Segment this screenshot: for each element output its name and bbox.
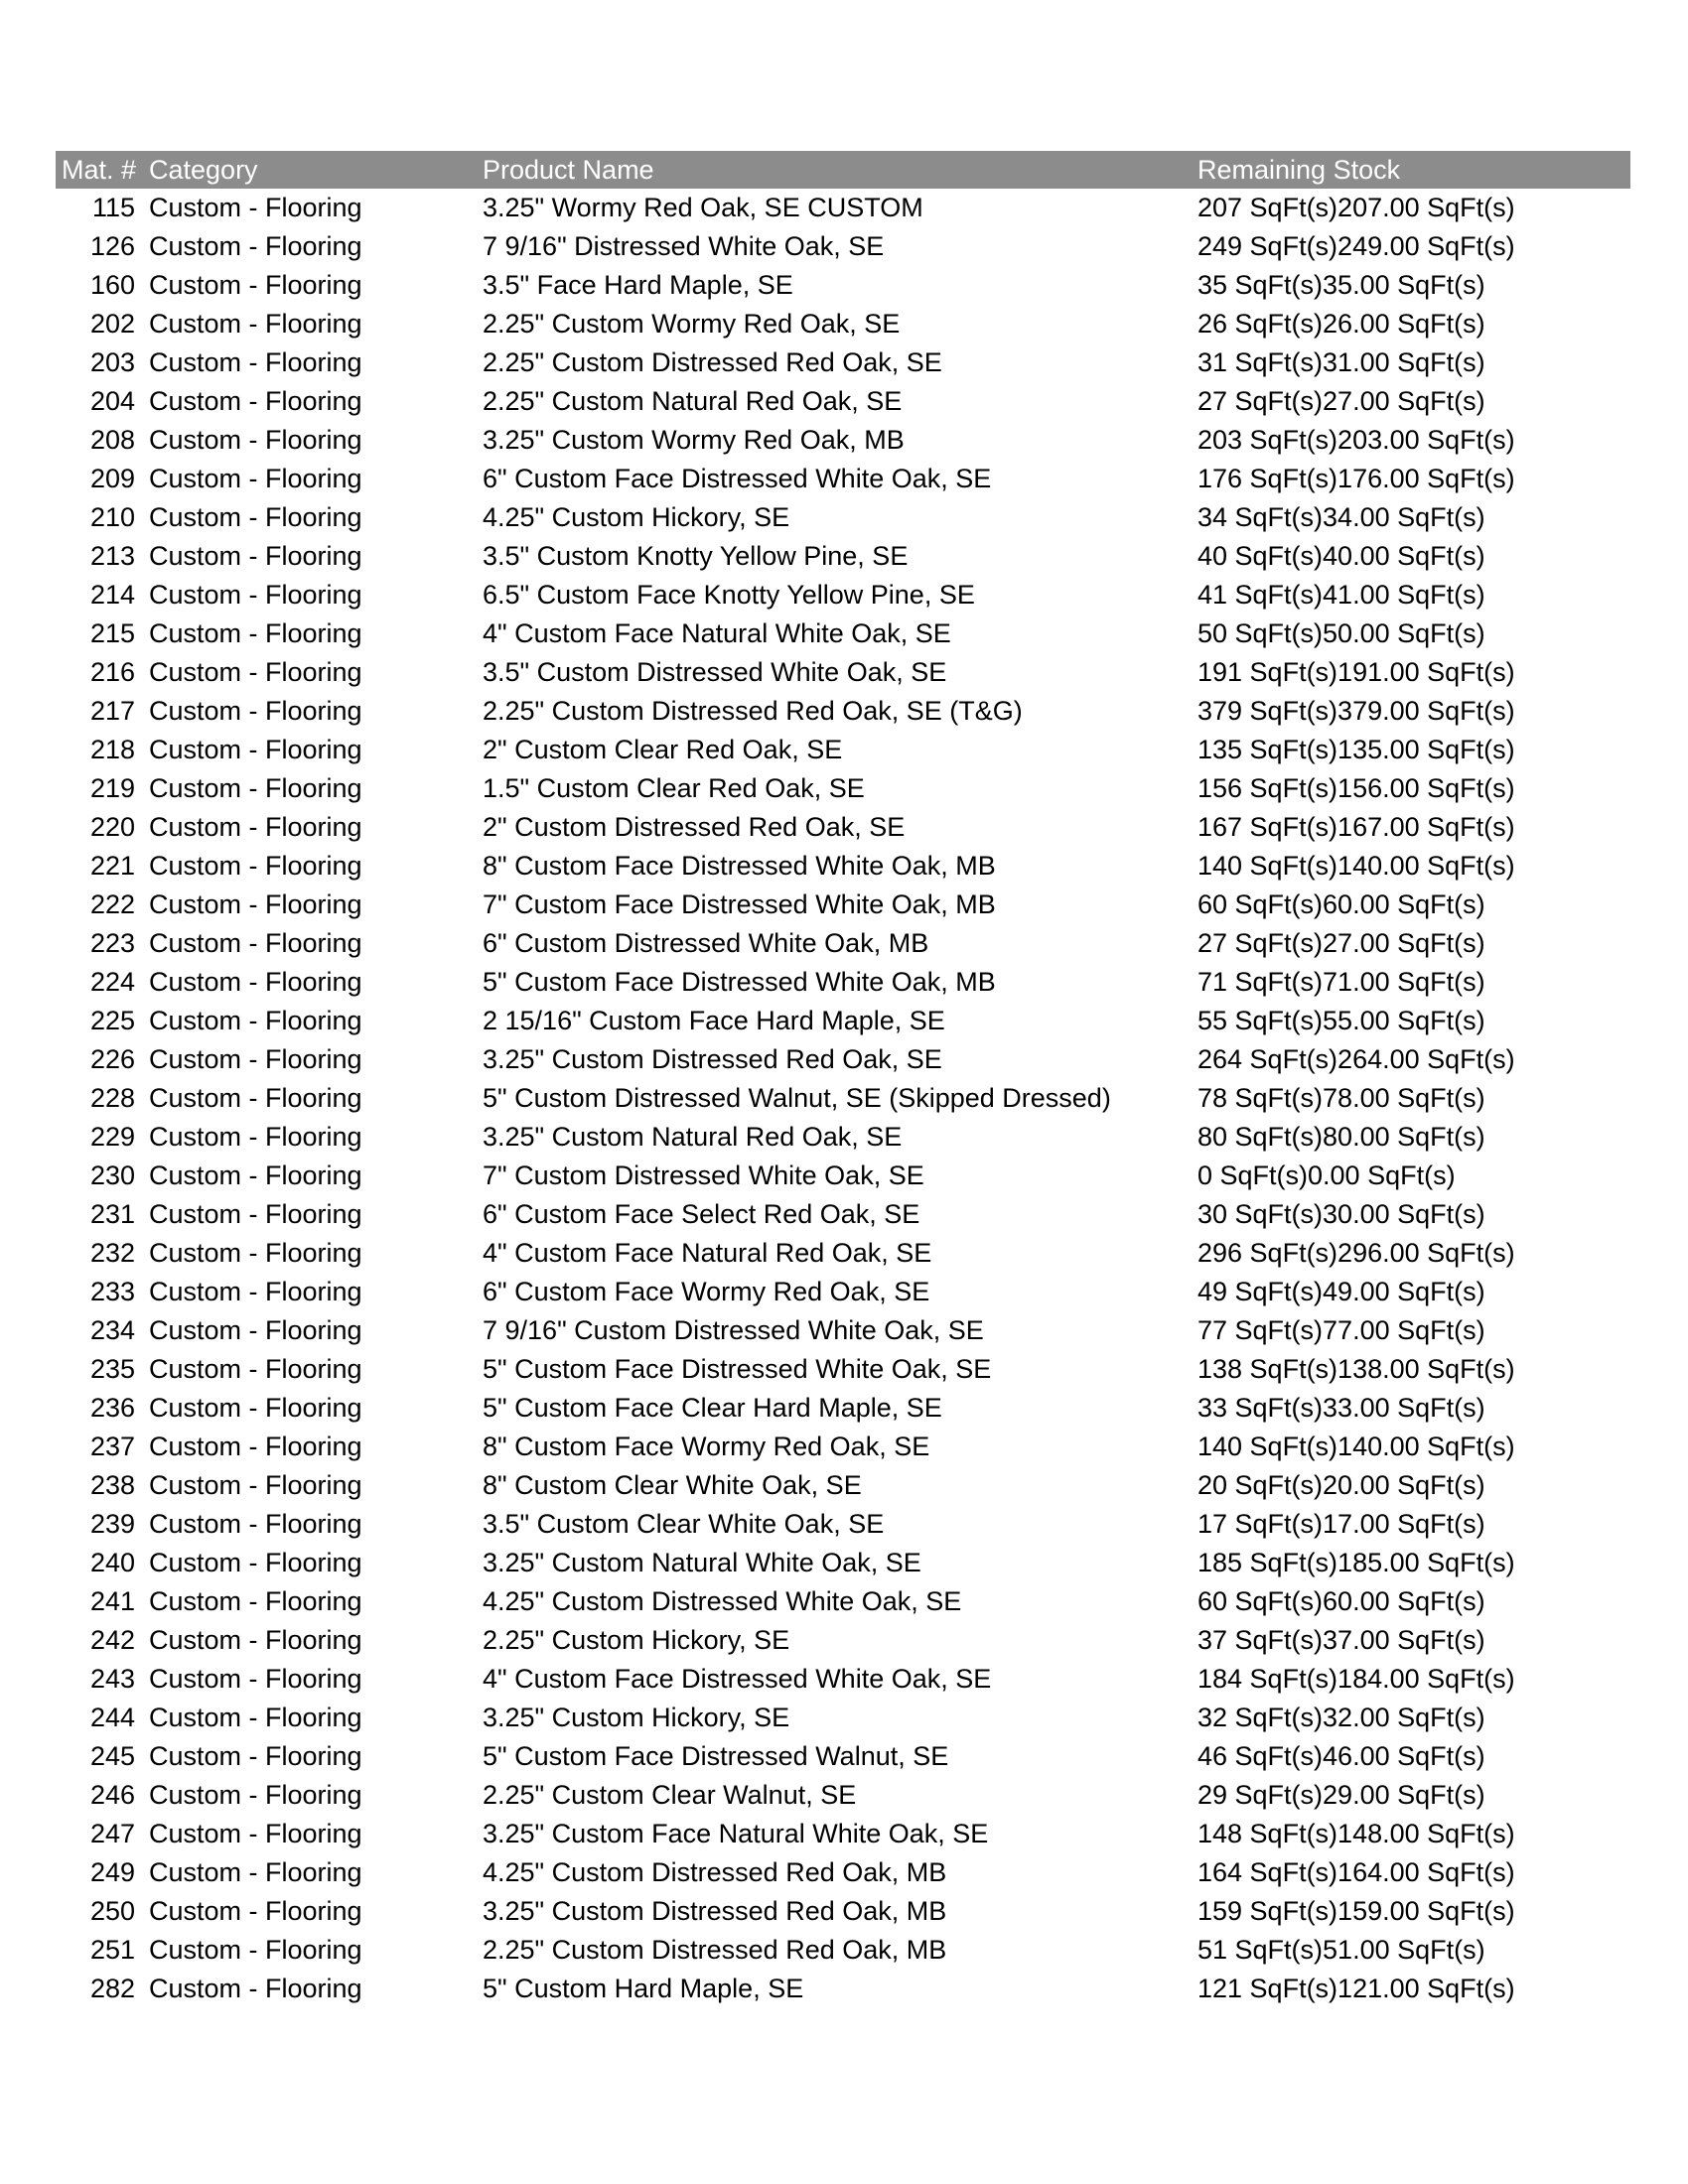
category-cell: Custom - Flooring	[149, 270, 362, 300]
category-cell: Custom - Flooring	[149, 231, 362, 261]
mat-number-cell: 239	[89, 1509, 135, 1539]
product-name-cell: 7 9/16" Distressed White Oak, SE	[483, 231, 885, 261]
mat-number-cell: 229	[89, 1122, 135, 1152]
remaining-stock-cell: 78 SqFt(s)78.00 SqFt(s)	[1197, 1083, 1485, 1113]
mat-number-cell: 235	[89, 1354, 135, 1384]
product-name-cell: 7 9/16" Custom Distressed White Oak, SE	[483, 1315, 984, 1345]
table-row	[56, 576, 1630, 614]
category-cell: Custom - Flooring	[149, 425, 362, 455]
product-name-cell: 7" Custom Face Distressed White Oak, MB	[483, 889, 996, 919]
remaining-stock-cell: 71 SqFt(s)71.00 SqFt(s)	[1197, 967, 1485, 997]
remaining-stock-cell: 30 SqFt(s)30.00 SqFt(s)	[1197, 1199, 1485, 1229]
category-cell: Custom - Flooring	[149, 1199, 362, 1229]
product-name-cell: 2" Custom Distressed Red Oak, SE	[483, 812, 906, 842]
product-name-cell: 4.25" Custom Distressed Red Oak, MB	[483, 1857, 947, 1887]
product-name-cell: 6.5" Custom Face Knotty Yellow Pine, SE	[483, 580, 975, 610]
mat-number-cell: 236	[89, 1393, 135, 1423]
product-name-cell: 3.5" Face Hard Maple, SE	[483, 270, 793, 300]
mat-number-cell: 242	[89, 1625, 135, 1655]
product-name-cell: 4" Custom Face Natural Red Oak, SE	[483, 1238, 932, 1268]
mat-number-cell: 202	[89, 309, 135, 339]
mat-number-cell: 238	[89, 1470, 135, 1500]
table-row	[56, 769, 1630, 808]
remaining-stock-cell: 159 SqFt(s)159.00 SqFt(s)	[1197, 1896, 1515, 1926]
mat-number-cell: 115	[91, 193, 135, 222]
category-cell: Custom - Flooring	[149, 1160, 362, 1190]
mat-number-cell: 209	[89, 464, 135, 493]
table-header	[56, 151, 1630, 189]
category-cell: Custom - Flooring	[149, 1122, 362, 1152]
table-row	[56, 1040, 1630, 1079]
mat-number-cell: 217	[89, 696, 135, 726]
product-name-cell: 3.25" Custom Hickory, SE	[483, 1703, 790, 1732]
remaining-stock-cell: 176 SqFt(s)176.00 SqFt(s)	[1197, 464, 1515, 493]
category-cell: Custom - Flooring	[149, 580, 362, 610]
mat-number-cell: 210	[89, 502, 135, 532]
table-row	[56, 1544, 1630, 1582]
mat-number-cell: 222	[89, 889, 135, 919]
mat-number-cell: 232	[89, 1238, 135, 1268]
remaining-stock-cell: 26 SqFt(s)26.00 SqFt(s)	[1197, 309, 1485, 339]
category-cell: Custom - Flooring	[149, 1703, 362, 1732]
category-cell: Custom - Flooring	[149, 928, 362, 958]
mat-number-cell: 241	[89, 1586, 135, 1616]
mat-number-cell: 240	[89, 1548, 135, 1577]
table-row	[56, 343, 1630, 382]
category-cell: Custom - Flooring	[149, 1432, 362, 1461]
product-name-cell: 3.5" Custom Distressed White Oak, SE	[483, 657, 947, 687]
table-row	[56, 924, 1630, 963]
remaining-stock-cell: 80 SqFt(s)80.00 SqFt(s)	[1197, 1122, 1485, 1152]
product-name-cell: 6" Custom Face Select Red Oak, SE	[483, 1199, 920, 1229]
mat-number-cell: 251	[89, 1935, 135, 1965]
category-cell: Custom - Flooring	[149, 309, 362, 339]
remaining-stock-cell: 77 SqFt(s)77.00 SqFt(s)	[1197, 1315, 1485, 1345]
table-row	[56, 1311, 1630, 1350]
table-row	[56, 1737, 1630, 1776]
product-name-cell: 3.5" Custom Knotty Yellow Pine, SE	[483, 541, 909, 571]
remaining-stock-cell: 140 SqFt(s)140.00 SqFt(s)	[1197, 1432, 1515, 1461]
table-row	[56, 1582, 1630, 1621]
mat-number-cell: 214	[89, 580, 135, 610]
table-row	[56, 847, 1630, 886]
category-cell: Custom - Flooring	[149, 967, 362, 997]
category-cell: Custom - Flooring	[149, 386, 362, 416]
table-row	[56, 1118, 1630, 1157]
remaining-stock-cell: 27 SqFt(s)27.00 SqFt(s)	[1197, 928, 1485, 958]
mat-number-cell: 224	[89, 967, 135, 997]
table-row	[56, 1389, 1630, 1428]
mat-number-cell: 213	[89, 541, 135, 571]
product-name-cell: 5" Custom Hard Maple, SE	[483, 1974, 804, 2003]
remaining-stock-cell: 140 SqFt(s)140.00 SqFt(s)	[1197, 851, 1515, 881]
category-cell: Custom - Flooring	[149, 812, 362, 842]
category-cell: Custom - Flooring	[149, 1819, 362, 1848]
mat-number-cell: 233	[89, 1277, 135, 1306]
remaining-stock-cell: 148 SqFt(s)148.00 SqFt(s)	[1197, 1819, 1515, 1848]
mat-number-cell: 244	[89, 1703, 135, 1732]
product-name-cell: 3.25" Custom Wormy Red Oak, MB	[483, 425, 905, 455]
category-cell: Custom - Flooring	[149, 1006, 362, 1035]
product-name-cell: 6" Custom Face Distressed White Oak, SE	[483, 464, 992, 493]
product-name-cell: 3.5" Custom Clear White Oak, SE	[483, 1509, 885, 1539]
mat-number-cell: 228	[89, 1083, 135, 1113]
product-name-cell: 5" Custom Distressed Walnut, SE (Skipped Dressed)	[483, 1083, 1111, 1113]
remaining-stock-cell: 46 SqFt(s)46.00 SqFt(s)	[1197, 1741, 1485, 1771]
remaining-stock-cell: 27 SqFt(s)27.00 SqFt(s)	[1197, 386, 1485, 416]
table-row	[56, 1466, 1630, 1505]
category-cell: Custom - Flooring	[149, 1664, 362, 1694]
product-name-cell: 4.25" Custom Hickory, SE	[483, 502, 790, 532]
table-row	[56, 498, 1630, 537]
remaining-stock-cell: 264 SqFt(s)264.00 SqFt(s)	[1197, 1044, 1515, 1074]
table-row	[56, 614, 1630, 653]
table-row	[56, 266, 1630, 305]
table-row	[56, 1815, 1630, 1853]
remaining-stock-cell: 379 SqFt(s)379.00 SqFt(s)	[1197, 696, 1515, 726]
product-name-cell: 2" Custom Clear Red Oak, SE	[483, 735, 843, 764]
remaining-stock-cell: 55 SqFt(s)55.00 SqFt(s)	[1197, 1006, 1485, 1035]
mat-number-cell: 243	[89, 1664, 135, 1694]
product-name-cell: 5" Custom Face Distressed White Oak, MB	[483, 967, 996, 997]
table-row	[56, 1273, 1630, 1311]
mat-number-cell: 126	[89, 231, 135, 261]
mat-number-cell: 221	[89, 851, 135, 881]
table-row	[56, 1931, 1630, 1970]
table-row	[56, 1234, 1630, 1273]
category-cell: Custom - Flooring	[149, 1586, 362, 1616]
product-name-cell: 5" Custom Face Clear Hard Maple, SE	[483, 1393, 942, 1423]
mat-number-cell: 220	[89, 812, 135, 842]
category-cell: Custom - Flooring	[149, 657, 362, 687]
table-row	[56, 731, 1630, 769]
product-name-cell: 2.25" Custom Hickory, SE	[483, 1625, 790, 1655]
mat-number-cell: 245	[89, 1741, 135, 1771]
category-cell: Custom - Flooring	[149, 1393, 362, 1423]
remaining-stock-cell: 296 SqFt(s)296.00 SqFt(s)	[1197, 1238, 1515, 1268]
category-cell: Custom - Flooring	[149, 193, 362, 222]
table-row	[56, 189, 1630, 227]
category-cell: Custom - Flooring	[149, 851, 362, 881]
product-name-cell: 2.25" Custom Distressed Red Oak, SE	[483, 347, 942, 377]
remaining-stock-cell: 167 SqFt(s)167.00 SqFt(s)	[1197, 812, 1515, 842]
category-cell: Custom - Flooring	[149, 1896, 362, 1926]
table-row	[56, 1157, 1630, 1195]
table-row	[56, 1505, 1630, 1544]
product-name-cell: 5" Custom Face Distressed White Oak, SE	[483, 1354, 992, 1384]
remaining-stock-cell: 50 SqFt(s)50.00 SqFt(s)	[1197, 618, 1485, 648]
product-name-cell: 1.5" Custom Clear Red Oak, SE	[483, 773, 865, 803]
remaining-stock-cell: 185 SqFt(s)185.00 SqFt(s)	[1197, 1548, 1515, 1577]
table-row	[56, 421, 1630, 460]
category-cell: Custom - Flooring	[149, 1315, 362, 1345]
category-cell: Custom - Flooring	[149, 1509, 362, 1539]
mat-number-cell: 246	[89, 1780, 135, 1810]
mat-number-cell: 219	[89, 773, 135, 803]
product-name-cell: 4" Custom Face Distressed White Oak, SE	[483, 1664, 992, 1694]
category-cell: Custom - Flooring	[149, 889, 362, 919]
category-cell: Custom - Flooring	[149, 541, 362, 571]
category-cell: Custom - Flooring	[149, 735, 362, 764]
table-row	[56, 1970, 1630, 2008]
category-cell: Custom - Flooring	[149, 347, 362, 377]
remaining-stock-cell: 35 SqFt(s)35.00 SqFt(s)	[1197, 270, 1485, 300]
remaining-stock-cell: 0 SqFt(s)0.00 SqFt(s)	[1197, 1160, 1456, 1190]
remaining-stock-cell: 29 SqFt(s)29.00 SqFt(s)	[1197, 1780, 1485, 1810]
mat-number-cell: 247	[89, 1819, 135, 1848]
mat-number-cell: 223	[89, 928, 135, 958]
table-row	[56, 460, 1630, 498]
mat-number-cell: 216	[89, 657, 135, 687]
mat-number-cell: 204	[89, 386, 135, 416]
table-row	[56, 227, 1630, 266]
product-name-cell: 8" Custom Clear White Oak, SE	[483, 1470, 862, 1500]
product-name-cell: 3.25" Wormy Red Oak, SE CUSTOM	[483, 193, 923, 222]
header-category: Category	[149, 155, 258, 185]
category-cell: Custom - Flooring	[149, 618, 362, 648]
table-row	[56, 1853, 1630, 1892]
table-row	[56, 382, 1630, 421]
product-name-cell: 3.25" Custom Natural Red Oak, SE	[483, 1122, 903, 1152]
table-row	[56, 1195, 1630, 1234]
remaining-stock-cell: 17 SqFt(s)17.00 SqFt(s)	[1197, 1509, 1485, 1539]
remaining-stock-cell: 164 SqFt(s)164.00 SqFt(s)	[1197, 1857, 1515, 1887]
table-row	[56, 808, 1630, 847]
category-cell: Custom - Flooring	[149, 1470, 362, 1500]
table-row	[56, 886, 1630, 924]
remaining-stock-cell: 121 SqFt(s)121.00 SqFt(s)	[1197, 1974, 1515, 2003]
mat-number-cell: 203	[89, 347, 135, 377]
product-name-cell: 3.25" Custom Distressed Red Oak, SE	[483, 1044, 942, 1074]
remaining-stock-cell: 41 SqFt(s)41.00 SqFt(s)	[1197, 580, 1485, 610]
category-cell: Custom - Flooring	[149, 773, 362, 803]
remaining-stock-cell: 156 SqFt(s)156.00 SqFt(s)	[1197, 773, 1515, 803]
product-name-cell: 2.25" Custom Distressed Red Oak, MB	[483, 1935, 947, 1965]
table-body	[56, 189, 1630, 2008]
table-row	[56, 305, 1630, 343]
product-name-cell: 4" Custom Face Natural White Oak, SE	[483, 618, 951, 648]
header-product-name: Product Name	[483, 155, 654, 185]
product-name-cell: 3.25" Custom Face Natural White Oak, SE	[483, 1819, 989, 1848]
category-cell: Custom - Flooring	[149, 1857, 362, 1887]
category-cell: Custom - Flooring	[149, 1780, 362, 1810]
product-name-cell: 2 15/16" Custom Face Hard Maple, SE	[483, 1006, 945, 1035]
mat-number-cell: 215	[89, 618, 135, 648]
product-name-cell: 8" Custom Face Wormy Red Oak, SE	[483, 1432, 930, 1461]
mat-number-cell: 230	[89, 1160, 135, 1190]
mat-number-cell: 250	[89, 1896, 135, 1926]
mat-number-cell: 208	[89, 425, 135, 455]
mat-number-cell: 225	[89, 1006, 135, 1035]
category-cell: Custom - Flooring	[149, 1741, 362, 1771]
remaining-stock-cell: 135 SqFt(s)135.00 SqFt(s)	[1197, 735, 1515, 764]
table-row	[56, 1892, 1630, 1931]
inventory-table	[56, 151, 1630, 2008]
mat-number-cell: 282	[89, 1974, 135, 2003]
category-cell: Custom - Flooring	[149, 1277, 362, 1306]
mat-number-cell: 237	[89, 1432, 135, 1461]
product-name-cell: 2.25" Custom Distressed Red Oak, SE (T&G)	[483, 696, 1023, 726]
mat-number-cell: 226	[89, 1044, 135, 1074]
table-row	[56, 1350, 1630, 1389]
table-row	[56, 692, 1630, 731]
product-name-cell: 3.25" Custom Distressed Red Oak, MB	[483, 1896, 947, 1926]
product-name-cell: 3.25" Custom Natural White Oak, SE	[483, 1548, 921, 1577]
category-cell: Custom - Flooring	[149, 1238, 362, 1268]
table-row	[56, 537, 1630, 576]
mat-number-cell: 234	[89, 1315, 135, 1345]
product-name-cell: 2.25" Custom Wormy Red Oak, SE	[483, 309, 901, 339]
mat-number-cell: 249	[89, 1857, 135, 1887]
category-cell: Custom - Flooring	[149, 1354, 362, 1384]
remaining-stock-cell: 138 SqFt(s)138.00 SqFt(s)	[1197, 1354, 1515, 1384]
remaining-stock-cell: 191 SqFt(s)191.00 SqFt(s)	[1197, 657, 1515, 687]
table-row	[56, 1776, 1630, 1815]
category-cell: Custom - Flooring	[149, 1044, 362, 1074]
mat-number-cell: 160	[89, 270, 135, 300]
table-row	[56, 1428, 1630, 1466]
product-name-cell: 2.25" Custom Natural Red Oak, SE	[483, 386, 903, 416]
category-cell: Custom - Flooring	[149, 696, 362, 726]
remaining-stock-cell: 249 SqFt(s)249.00 SqFt(s)	[1197, 231, 1515, 261]
category-cell: Custom - Flooring	[149, 1548, 362, 1577]
remaining-stock-cell: 203 SqFt(s)203.00 SqFt(s)	[1197, 425, 1515, 455]
remaining-stock-cell: 51 SqFt(s)51.00 SqFt(s)	[1197, 1935, 1485, 1965]
category-cell: Custom - Flooring	[149, 464, 362, 493]
remaining-stock-cell: 207 SqFt(s)207.00 SqFt(s)	[1197, 193, 1515, 222]
remaining-stock-cell: 60 SqFt(s)60.00 SqFt(s)	[1197, 889, 1485, 919]
mat-number-cell: 218	[89, 735, 135, 764]
remaining-stock-cell: 20 SqFt(s)20.00 SqFt(s)	[1197, 1470, 1485, 1500]
category-cell: Custom - Flooring	[149, 1083, 362, 1113]
remaining-stock-cell: 34 SqFt(s)34.00 SqFt(s)	[1197, 502, 1485, 532]
table-row	[56, 1079, 1630, 1118]
remaining-stock-cell: 49 SqFt(s)49.00 SqFt(s)	[1197, 1277, 1485, 1306]
remaining-stock-cell: 32 SqFt(s)32.00 SqFt(s)	[1197, 1703, 1485, 1732]
mat-number-cell: 231	[89, 1199, 135, 1229]
table-row	[56, 653, 1630, 692]
product-name-cell: 4.25" Custom Distressed White Oak, SE	[483, 1586, 962, 1616]
category-cell: Custom - Flooring	[149, 502, 362, 532]
remaining-stock-cell: 184 SqFt(s)184.00 SqFt(s)	[1197, 1664, 1515, 1694]
product-name-cell: 8" Custom Face Distressed White Oak, MB	[483, 851, 996, 881]
table-row	[56, 963, 1630, 1002]
header-remaining-stock: Remaining Stock	[1197, 155, 1401, 185]
table-row	[56, 1621, 1630, 1660]
category-cell: Custom - Flooring	[149, 1935, 362, 1965]
remaining-stock-cell: 60 SqFt(s)60.00 SqFt(s)	[1197, 1586, 1485, 1616]
category-cell: Custom - Flooring	[149, 1625, 362, 1655]
category-cell: Custom - Flooring	[149, 1974, 362, 2003]
table-row	[56, 1699, 1630, 1737]
remaining-stock-cell: 33 SqFt(s)33.00 SqFt(s)	[1197, 1393, 1485, 1423]
product-name-cell: 6" Custom Face Wormy Red Oak, SE	[483, 1277, 930, 1306]
remaining-stock-cell: 40 SqFt(s)40.00 SqFt(s)	[1197, 541, 1485, 571]
product-name-cell: 5" Custom Face Distressed Walnut, SE	[483, 1741, 949, 1771]
table-row	[56, 1002, 1630, 1040]
header-mat-number: Mat. #	[62, 155, 137, 185]
product-name-cell: 6" Custom Distressed White Oak, MB	[483, 928, 929, 958]
table-row	[56, 1660, 1630, 1699]
remaining-stock-cell: 31 SqFt(s)31.00 SqFt(s)	[1197, 347, 1485, 377]
product-name-cell: 2.25" Custom Clear Walnut, SE	[483, 1780, 857, 1810]
product-name-cell: 7" Custom Distressed White Oak, SE	[483, 1160, 924, 1190]
remaining-stock-cell: 37 SqFt(s)37.00 SqFt(s)	[1197, 1625, 1485, 1655]
